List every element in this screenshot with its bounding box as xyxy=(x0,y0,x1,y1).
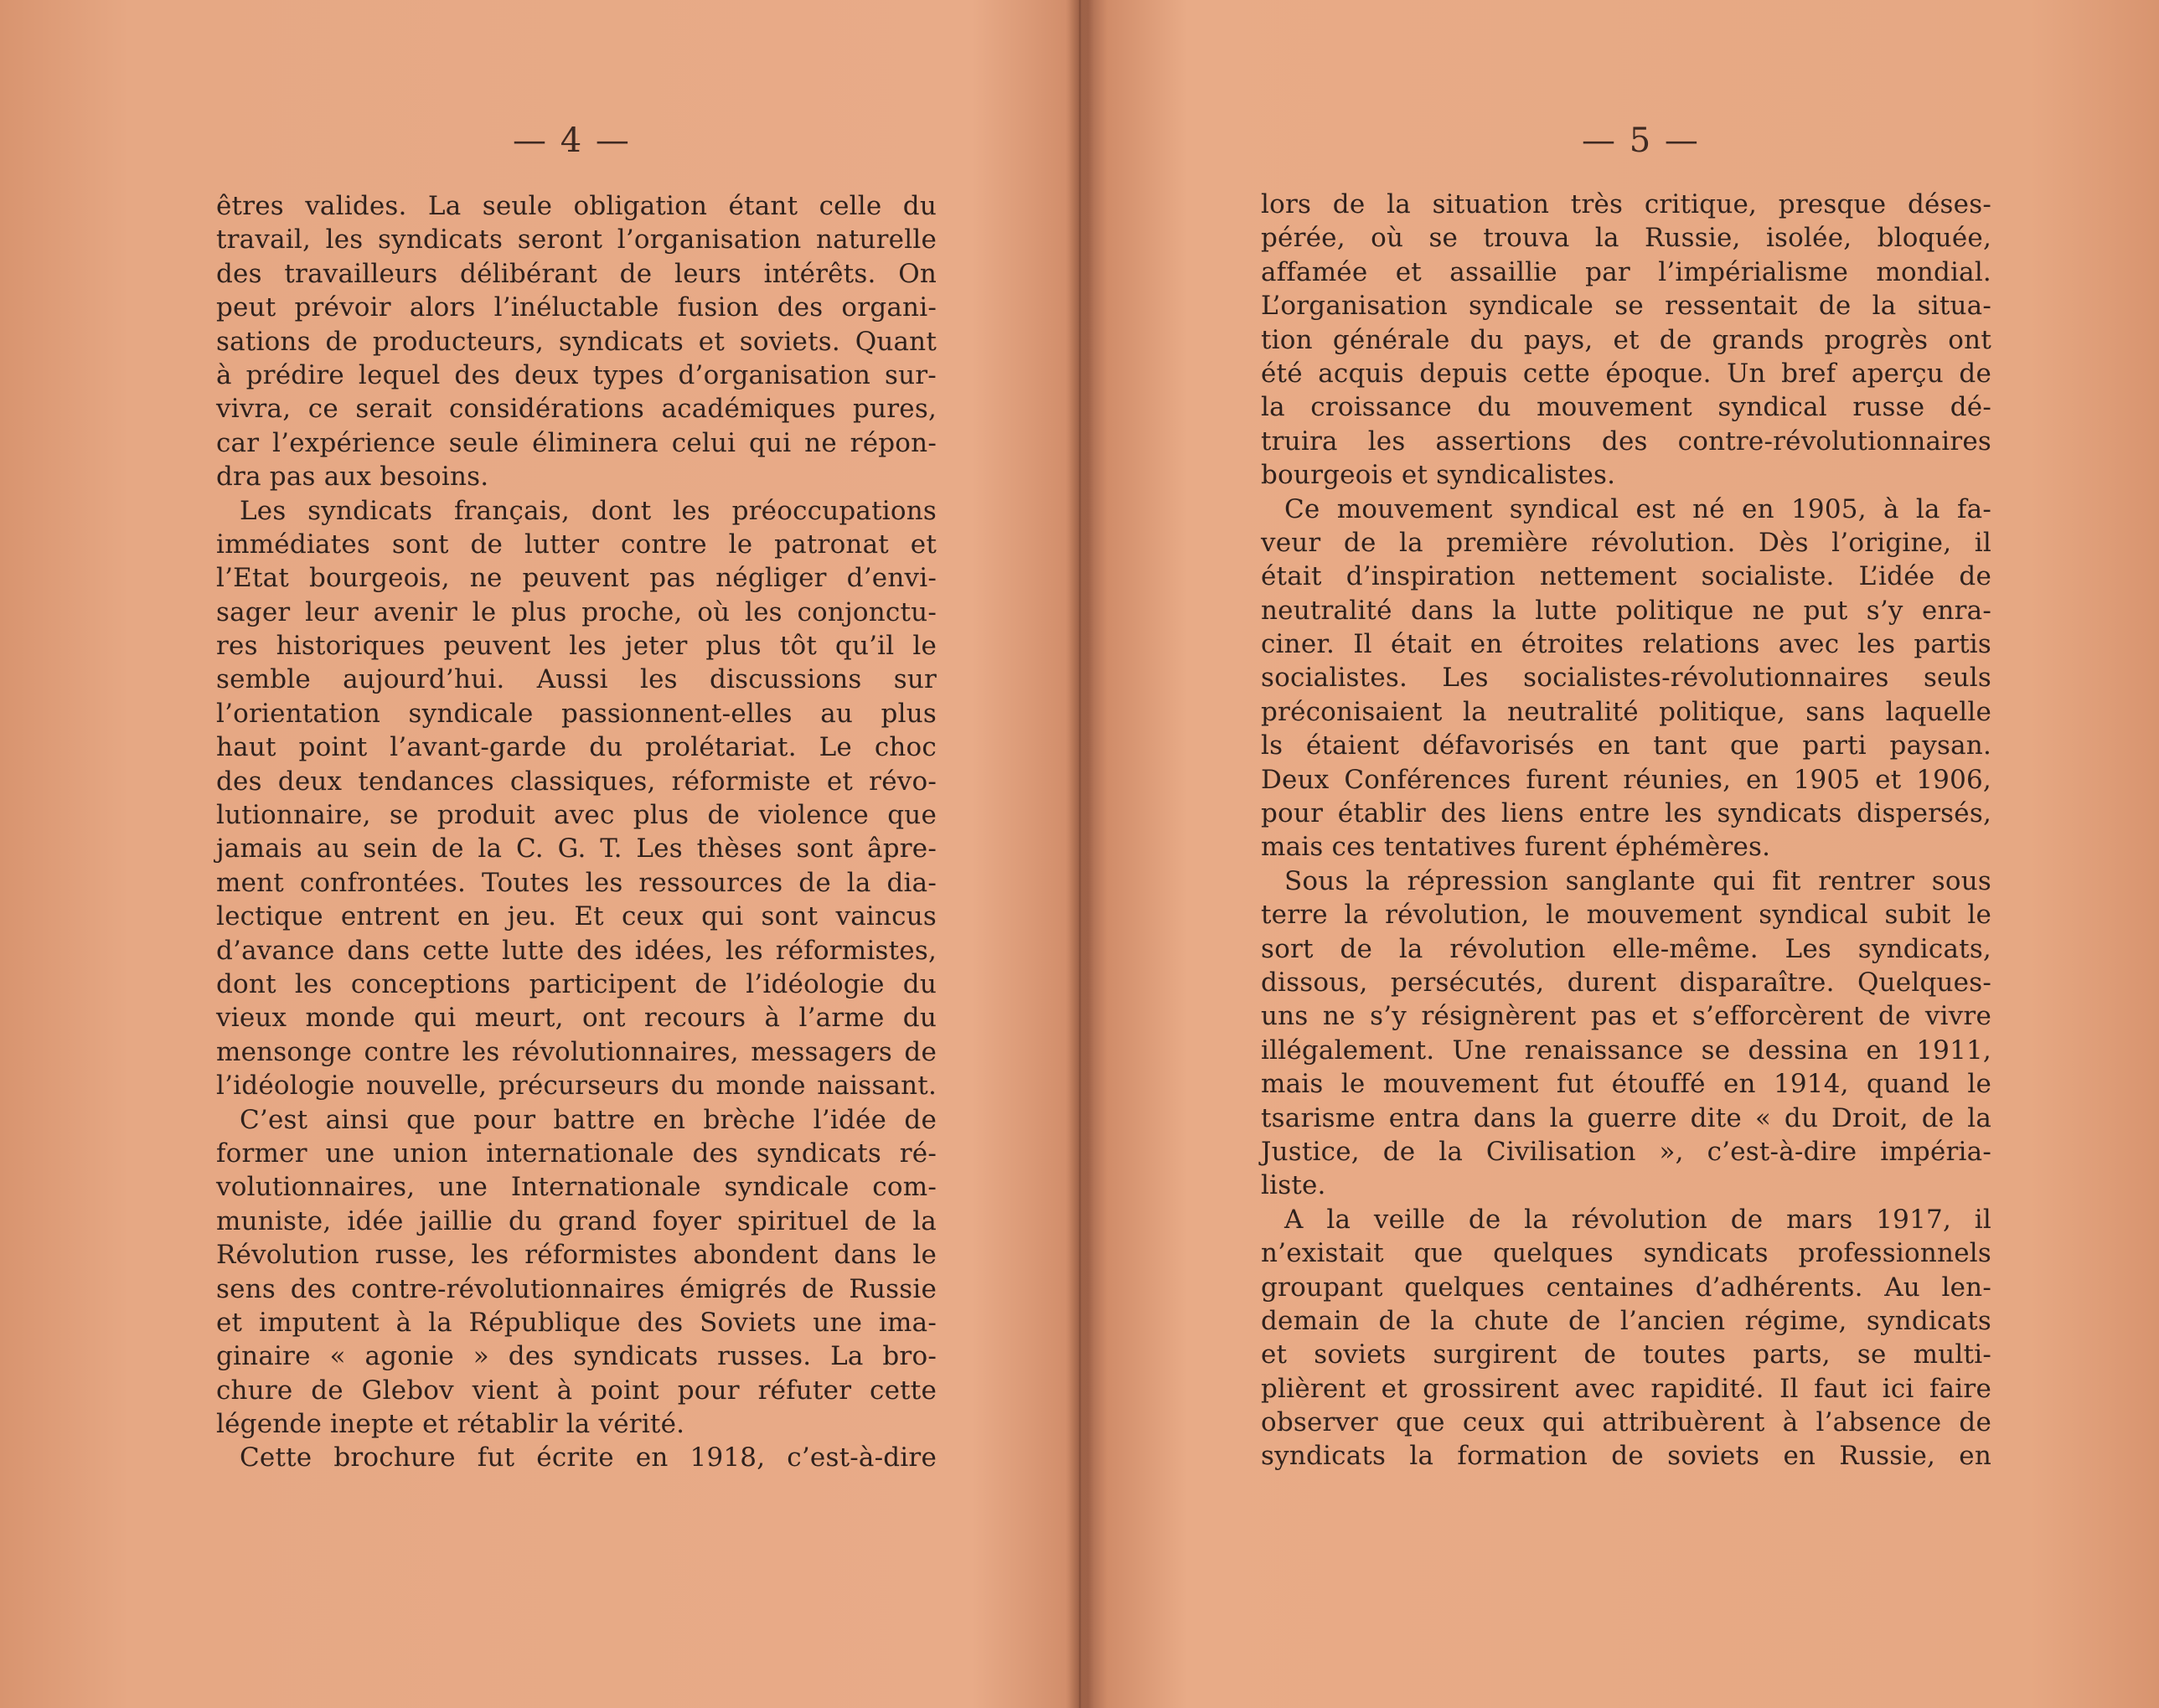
text-line: truira les assertions des contre-révolutionnaires xyxy=(1261,426,1991,457)
left-page-number: — 4 — xyxy=(513,121,631,160)
text-line: à prédire lequel des deux types d’organisation sur- xyxy=(216,359,937,390)
text-line: travail, les syndicats seront l’organisation naturelle xyxy=(216,224,937,255)
text-line: dra pas aux besoins. xyxy=(216,462,489,493)
text-line: préconisaient la neutralité politique, sans laquelle xyxy=(1261,696,1991,727)
text-line: sations de producteurs, syndicats et soviets. Quant xyxy=(216,326,937,357)
text-line: Révolution russe, les réformistes abondent dans le xyxy=(216,1240,937,1271)
text-line: A la veille de la révolution de mars 1917, il xyxy=(1284,1204,1991,1235)
text-line: vieux monde qui meurt, ont recours à l’arme du xyxy=(216,1003,937,1034)
text-line: muniste, idée jaillie du grand foyer spirituel de la xyxy=(216,1205,937,1236)
text-line: demain de la chute de l’ancien régime, syndicats xyxy=(1261,1305,1991,1336)
text-line: l’orientation syndicale passionnent-elles au plus xyxy=(216,698,937,729)
text-line: lors de la situation très critique, presque déses- xyxy=(1261,189,1991,219)
text-line: tsarisme entra dans la guerre dite « du Droit, de la xyxy=(1261,1102,1991,1133)
text-line: syndicats la formation de soviets en Russie, en xyxy=(1261,1441,1991,1472)
text-line: Deux Conférences furent réunies, en 1905 et 1906, xyxy=(1261,764,1991,795)
text-line: Sous la répression sanglante qui fit rentrer sous xyxy=(1284,865,1991,896)
text-line: observer que ceux qui attribuèrent à l’absence de xyxy=(1261,1407,1991,1438)
left-page xyxy=(0,0,1071,1708)
text-line: l’Etat bourgeois, ne peuvent pas négliger d’envi- xyxy=(216,563,937,594)
text-line: tion générale du pays, et de grands progrès ont xyxy=(1261,324,1991,355)
text-line: sager leur avenir le plus proche, où les conjonctu- xyxy=(216,596,937,627)
text-line: Les syndicats français, dont les préoccupations xyxy=(240,495,937,526)
text-line: dont les conceptions participent de l’idéologie du xyxy=(216,968,937,999)
text-line: ciner. Il était en étroites relations avec les partis xyxy=(1261,629,1991,660)
right-page-text xyxy=(1261,188,1991,1473)
text-line: lectique entrent en jeu. Et ceux qui sont vaincus xyxy=(216,901,937,932)
text-line: socialistes. Les socialistes-révolutionnaires seuls xyxy=(1261,663,1991,694)
text-line: car l’expérience seule éliminera celui qui ne répon- xyxy=(216,427,937,458)
text-line: terre la révolution, le mouvement syndical subit le xyxy=(1261,900,1991,931)
text-line: Cette brochure fut écrite en 1918, c’est-à-dire xyxy=(240,1442,937,1473)
text-line: vivra, ce serait considérations académiques pures, xyxy=(216,394,937,425)
text-line: et imputent à la République des Soviets une ima- xyxy=(216,1307,937,1338)
text-line: peut prévoir alors l’inéluctable fusion des organi- xyxy=(216,292,937,323)
right-page-number: — 5 — xyxy=(1582,121,1700,160)
text-line: pour établir des liens entre les syndicats dispersés, xyxy=(1261,798,1991,829)
text-line: volutionnaires, une Internationale syndicale com- xyxy=(216,1172,937,1203)
text-line: Ce mouvement syndical est né en 1905, à la fa- xyxy=(1284,493,1991,524)
text-line: C’est ainsi que pour battre en brèche l’idée de xyxy=(240,1104,937,1135)
text-line: d’avance dans cette lutte des idées, les réformistes, xyxy=(216,935,937,966)
text-line: veur de la première révolution. Dès l’origine, il xyxy=(1261,527,1991,558)
text-line: ment confrontées. Toutes les ressources de la dia- xyxy=(216,867,937,898)
text-line: sort de la révolution elle-même. Les syndicats, xyxy=(1261,933,1991,964)
text-line: mais le mouvement fut étouffé en 1914, quand le xyxy=(1261,1069,1991,1100)
text-line: dissous, persécutés, durent disparaître. Quelques- xyxy=(1261,967,1991,998)
text-line: l’idéologie nouvelle, précurseurs du monde naissant. xyxy=(216,1071,937,1102)
text-line: ginaire « agonie » des syndicats russes. La bro- xyxy=(216,1341,937,1372)
text-line: des travailleurs délibérant de leurs intérêts. On xyxy=(216,258,937,289)
text-line: illégalement. Une renaissance se dessina en 1911, xyxy=(1261,1035,1991,1066)
text-line: n’existait que quelques syndicats professionnels xyxy=(1261,1238,1991,1269)
text-line: L’organisation syndicale se ressentait de la situa- xyxy=(1261,291,1991,322)
text-line: plièrent et grossirent avec rapidité. Il faut ici faire xyxy=(1261,1373,1991,1404)
text-line: former une union internationale des syndicats ré- xyxy=(216,1138,937,1169)
text-line: chure de Glebov vient à point pour réfuter cette xyxy=(216,1375,937,1406)
text-line: neutralité dans la lutte politique ne put s’y enra- xyxy=(1261,595,1991,626)
text-line: la croissance du mouvement syndical russe dé- xyxy=(1261,392,1991,423)
text-line: uns ne s’y résignèrent pas et s’efforcèrent de vivre xyxy=(1261,1001,1991,1032)
text-line: pérée, où se trouva la Russie, isolée, bloquée, xyxy=(1261,223,1991,254)
text-line: res historiques peuvent les jeter plus tôt qu’il le xyxy=(216,631,937,662)
text-line: été acquis depuis cette époque. Un bref aperçu de xyxy=(1261,358,1991,389)
text-line: affamée et assaillie par l’impérialisme mondial. xyxy=(1261,256,1991,287)
text-line: mensonge contre les révolutionnaires, messagers de xyxy=(216,1036,937,1067)
text-line: bourgeois et syndicalistes. xyxy=(1261,460,1616,491)
right-page xyxy=(1089,0,2159,1708)
text-line: êtres valides. La seule obligation étant celle du xyxy=(216,191,937,221)
left-page-text xyxy=(216,189,937,1475)
text-line: Justice, de la Civilisation », c’est-à-dire impéria- xyxy=(1261,1136,1991,1167)
text-line: groupant quelques centaines d’adhérents. Au len- xyxy=(1261,1272,1991,1303)
text-line: des deux tendances classiques, réformiste et révo- xyxy=(216,766,937,797)
text-line: semble aujourd’hui. Aussi les discussions sur xyxy=(216,664,937,695)
text-line: ls étaient défavorisés en tant que parti paysan. xyxy=(1261,730,1991,761)
text-line: haut point l’avant-garde du prolétariat. Le choc xyxy=(216,732,937,763)
text-line: liste. xyxy=(1261,1170,1326,1201)
text-line: était d’inspiration nettement socialiste. L’idée de xyxy=(1261,561,1991,592)
text-line: légende inepte et rétablir la vérité. xyxy=(216,1409,685,1440)
text-line: jamais au sein de la C. G. T. Les thèses sont âpre- xyxy=(216,833,937,864)
text-line: lutionnaire, se produit avec plus de violence que xyxy=(216,800,937,831)
text-line: mais ces tentatives furent éphémères. xyxy=(1261,832,1771,863)
text-line: sens des contre-révolutionnaires émigrés de Russie xyxy=(216,1273,937,1304)
text-line: immédiates sont de lutter contre le patronat et xyxy=(216,529,937,560)
text-line: et soviets surgirent de toutes parts, se multi- xyxy=(1261,1339,1991,1370)
